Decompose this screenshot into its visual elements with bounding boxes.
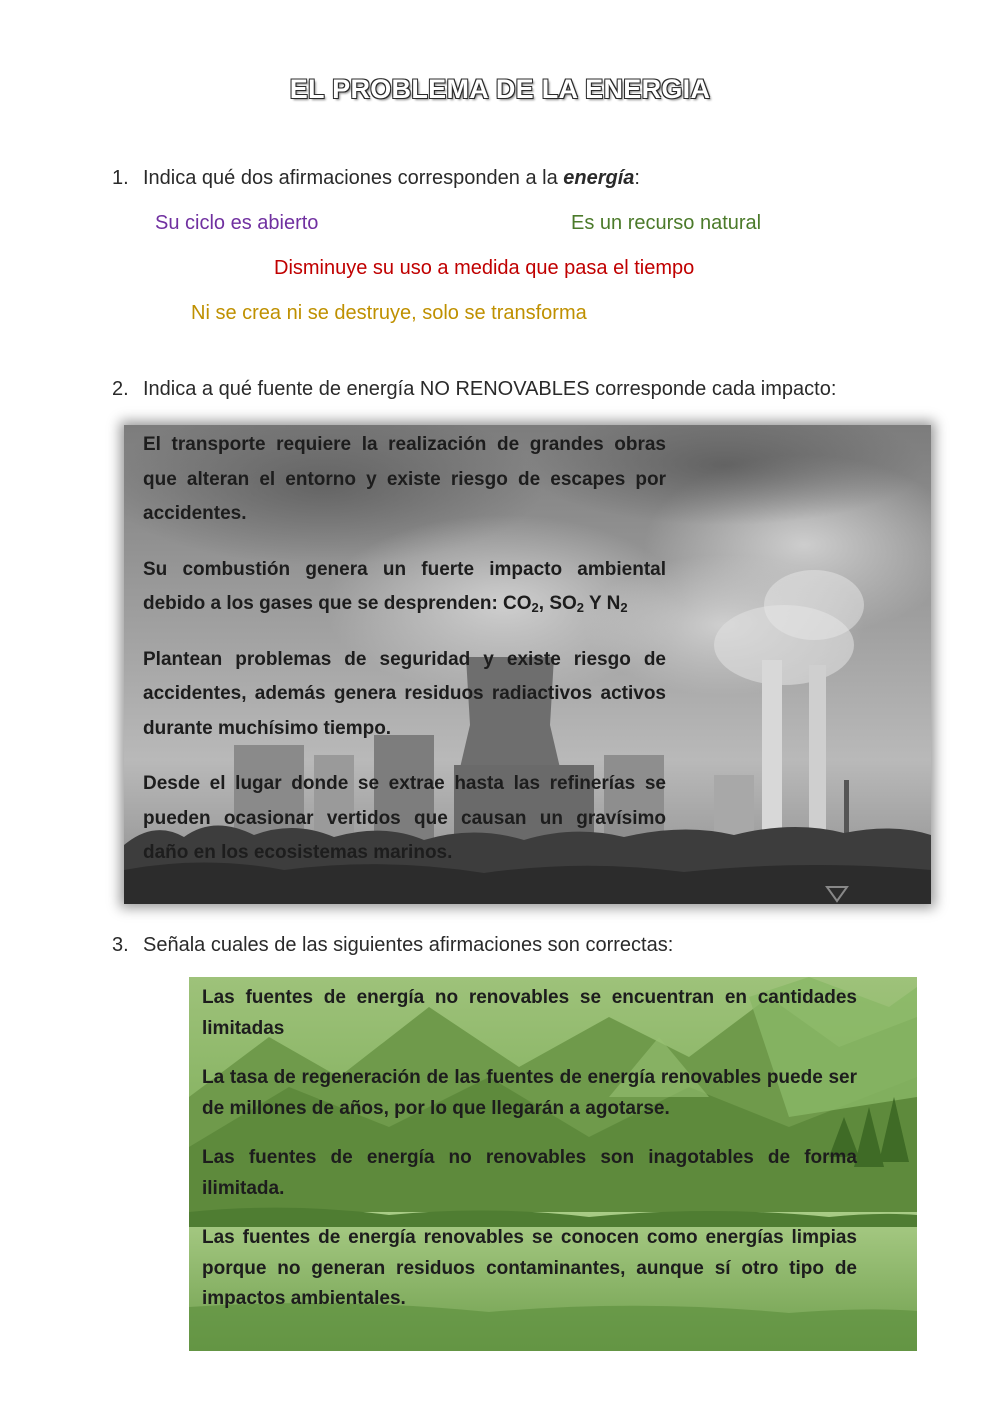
option-ciclo-abierto[interactable]: Su ciclo es abierto bbox=[155, 212, 319, 234]
formula-n-sub: 2 bbox=[620, 600, 628, 615]
question-2-text: Indica a qué fuente de energía NO RENOVABLES corresponde cada impacto: bbox=[143, 378, 837, 400]
formula-n: N bbox=[606, 593, 621, 614]
smog-factory-panel bbox=[124, 425, 931, 904]
formula-co-sub: 2 bbox=[531, 600, 539, 615]
question-3-number: 3. bbox=[112, 934, 129, 956]
question-3 bbox=[112, 934, 673, 957]
question-1-emphasis: energía bbox=[563, 167, 635, 189]
statement-3[interactable]: Las fuentes de energía no renovables son inagotables de forma ilimitada. bbox=[202, 1147, 857, 1199]
statement-1[interactable]: Las fuentes de energía no renovables se encuentran en cantidades limitadas bbox=[202, 987, 857, 1039]
impact-statement-1[interactable]: El transporte requiere la realización de grandes obras que alteran el entorno y existe riesgo de escapes por accidentes. bbox=[143, 434, 666, 524]
option-recurso-natural[interactable]: Es un recurso natural bbox=[571, 212, 762, 234]
question-2 bbox=[112, 378, 836, 401]
impact-statements bbox=[143, 428, 666, 871]
question-1-colon: : bbox=[634, 167, 640, 189]
impact-statement-2-text: Su combustión genera un fuerte impacto ambiental debido a los gases que se desprenden: bbox=[143, 558, 666, 614]
formula-sep: , bbox=[538, 593, 550, 614]
option-se-transforma[interactable]: Ni se crea ni se destruye, solo se transforma bbox=[191, 302, 587, 324]
question-1-number: 1. bbox=[112, 167, 129, 189]
true-false-statements bbox=[202, 983, 857, 1315]
impact-statement-2[interactable] bbox=[143, 553, 666, 622]
formula-and: Y bbox=[588, 593, 602, 614]
nature-landscape-panel bbox=[189, 977, 917, 1351]
formula-so-sub: 2 bbox=[576, 600, 585, 615]
impact-statement-3[interactable]: Plantean problemas de seguridad y existe riesgo de accidentes, además genera residuos radiactivos activos durante muchísimo tiempo. bbox=[143, 648, 666, 739]
question-3-text: Señala cuales de las siguientes afirmaciones son correctas: bbox=[143, 934, 674, 956]
impact-statement-4[interactable]: Desde el lugar donde se extrae hasta las refinerías se pueden ocasionar vertidos que causan un gravísimo daño en los ecosistemas marinos. bbox=[143, 773, 666, 863]
formula-so: SO bbox=[549, 593, 577, 614]
statement-4[interactable]: Las fuentes de energía renovables se conocen como energías limpias porque no generan residuos contaminantes, aunque sí otro tipo de impactos ambientales. bbox=[202, 1227, 857, 1309]
question-2-number: 2. bbox=[112, 378, 129, 400]
formula-co: CO bbox=[503, 593, 532, 614]
page-title: EL PROBLEMA DE LA ENERGIA bbox=[289, 74, 711, 104]
statement-2[interactable]: La tasa de regeneración de las fuentes de energía renovables puede ser de millones de años, por lo que llegarán a agotarse. bbox=[202, 1067, 857, 1119]
question-1 bbox=[112, 167, 640, 190]
option-disminuye-uso[interactable]: Disminuye su uso a medida que pasa el tiempo bbox=[274, 257, 695, 279]
question-1-text: Indica qué dos afirmaciones corresponden a la bbox=[143, 167, 564, 189]
